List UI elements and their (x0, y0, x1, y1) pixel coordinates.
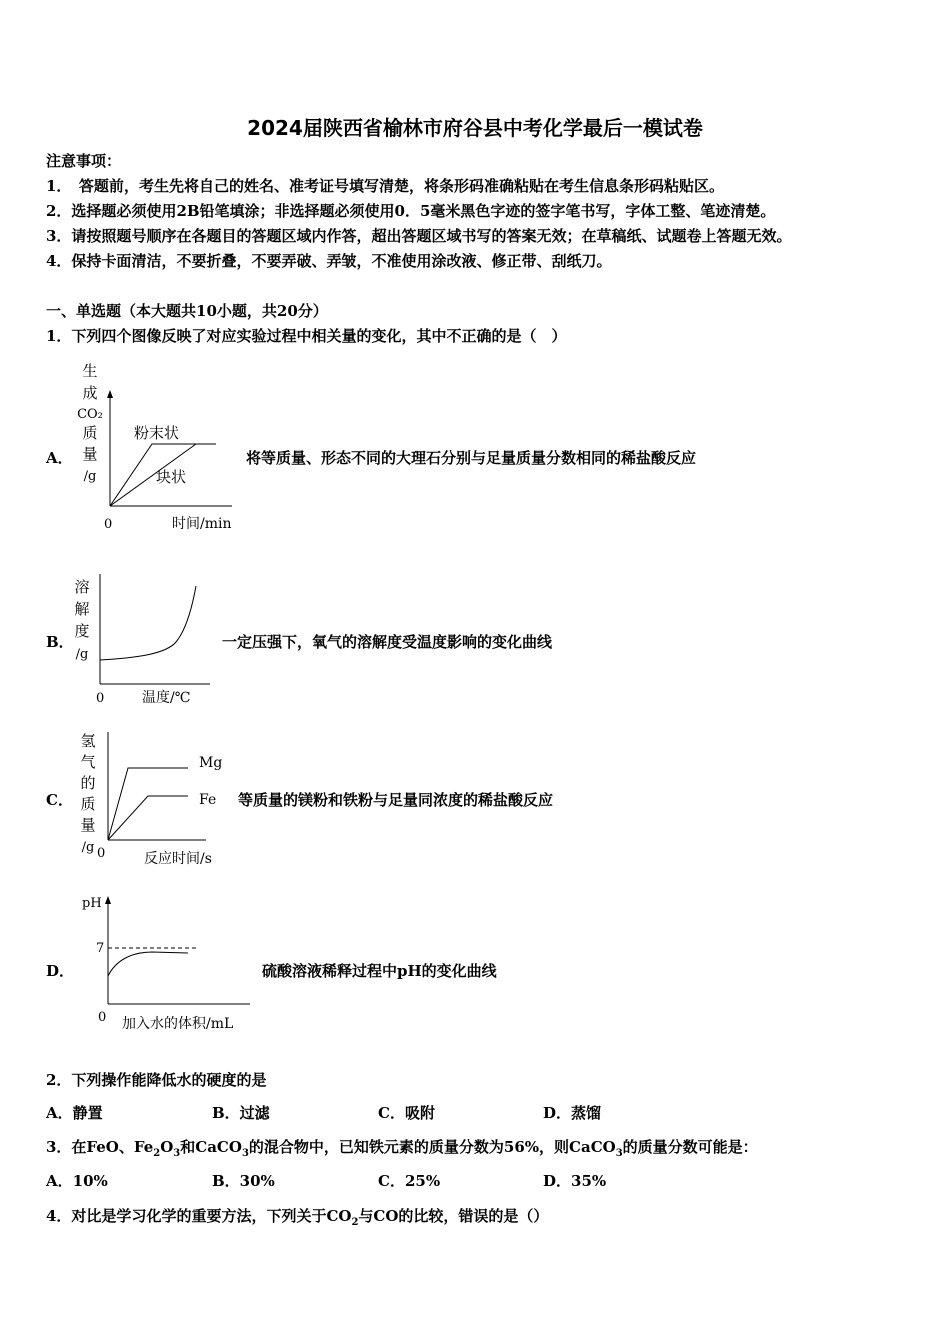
q2-option-b: B．过滤 (212, 1104, 270, 1122)
graph-d-curve (108, 952, 188, 976)
graph-d-origin: 0 (98, 1010, 107, 1025)
graph-d (80, 890, 256, 1034)
graph-c-ylabel-3: 的 (80, 774, 96, 792)
graph-c-curve-label-fe: Fe (199, 792, 217, 808)
graph-a-curve-label-powder: 粉末状 (134, 424, 180, 442)
question-2-stem: 2．下列操作能降低水的硬度的是 (46, 1071, 267, 1089)
graph-a-origin: 0 (104, 517, 113, 532)
q3-option-c: C．25% (378, 1172, 441, 1190)
q1-option-c-text: 等质量的镁粉和铁粉与足量同浓度的稀盐酸反应 (238, 791, 554, 809)
q3-option-d: D．35% (543, 1172, 607, 1190)
q2-option-d: D．蒸馏 (543, 1104, 602, 1122)
q3-option-b: B．30% (212, 1172, 275, 1190)
q3-sub-3: 3 (241, 1148, 249, 1159)
graph-b-ylabel-2: 解 (74, 600, 90, 618)
q2-option-c: C．吸附 (378, 1104, 435, 1122)
graph-c-curve-fe (108, 796, 188, 840)
graph-a-ylabel-1: 生 (82, 362, 98, 380)
graph-a-ylabel-3: CO₂ (77, 407, 103, 422)
graph-c-ylabel-6: /g (81, 840, 95, 855)
graph-a-ylabel-2: 成 (82, 384, 98, 402)
graph-b-ylabel-3: 度 (74, 622, 90, 640)
graph-c-origin: 0 (97, 846, 106, 861)
q3-stem-part-4: 的混合物中，已知铁元素的质量分数为56%，则CaCO (248, 1138, 616, 1156)
graph-b (66, 572, 216, 710)
q2-option-a: A．静置 (46, 1104, 103, 1122)
question-3-stem (46, 1138, 758, 1163)
graph-c-curve-label-mg: Mg (199, 755, 223, 771)
graph-b-xlabel: 温度/℃ (142, 690, 191, 706)
q1-option-b-label: B． (46, 633, 74, 651)
graph-b-origin: 0 (96, 691, 105, 706)
graph-b-curve (100, 586, 196, 660)
graph-c-ylabel-2: 气 (80, 753, 96, 771)
graph-d-xlabel: 加入水的体积/mL (122, 1016, 234, 1032)
notice-item-4: 4．保持卡面清洁，不要折叠，不要弄破、弄皱，不准使用涂改液、修正带、刮纸刀。 (46, 252, 612, 270)
q1-option-d-text: 硫酸溶液稀释过程中pH的变化曲线 (262, 962, 497, 980)
graph-d-ylabel: pH (82, 896, 102, 911)
graph-b-ylabel-4: /g (75, 647, 89, 662)
graph-a-ylabel-5: 量 (82, 445, 98, 463)
q1-option-a-label: A． (46, 449, 73, 467)
graph-a-ylabel-4: 质 (82, 424, 98, 442)
q3-stem-part-1: 3．在FeO、Fe (46, 1138, 154, 1156)
q3-stem-part-3: 和CaCO (180, 1138, 242, 1156)
q4-sub-1: 2 (351, 1217, 359, 1228)
q3-stem-part-2: O (160, 1138, 174, 1156)
graph-d-y-arrow (105, 896, 111, 904)
graph-c-ylabel-4: 质 (80, 795, 96, 813)
graph-b-ylabel-1: 溶 (74, 578, 90, 596)
notice-item-3: 3．请按照题号顺序在各题目的答题区域内作答，超出答题区域书写的答案无效；在草稿纸、试题卷上答题无效。 (46, 227, 792, 245)
graph-a-curve-label-block: 块状 (156, 468, 187, 486)
notice-item-2: 2．选择题必须使用2B铅笔填涂；非选择题必须使用0．5毫米黑色字迹的签字笔书写，字体工整、笔迹清楚。 (46, 202, 776, 220)
notice-item-1: 1． 答题前，考生先将自己的姓名、准考证号填写清楚，将条形码准确粘贴在考生信息条形码粘贴区。 (46, 177, 724, 195)
q3-sub-2: 3 (173, 1148, 181, 1159)
graph-a (68, 358, 248, 538)
q1-option-b-text: 一定压强下，氧气的溶解度受温度影响的变化曲线 (222, 633, 553, 651)
q1-option-a-text: 将等质量、形态不同的大理石分别与足量质量分数相同的稀盐酸反应 (246, 449, 697, 467)
q3-sub-1: 2 (153, 1148, 161, 1159)
q4-stem-part-2: 与CO的比较，错误的是（） (358, 1207, 549, 1225)
q1-option-c-label: C． (46, 791, 73, 809)
page-title: 2024届陕西省榆林市府谷县中考化学最后一模试卷 (247, 116, 703, 140)
graph-c-xlabel: 反应时间/s (144, 851, 212, 867)
q3-sub-4: 3 (615, 1148, 623, 1159)
q4-stem-part-1: 4．对比是学习化学的重要方法，下列关于CO (46, 1207, 352, 1225)
q3-stem-part-5: 的质量分数可能是： (622, 1138, 758, 1156)
graph-c-curve-mg (108, 768, 188, 840)
graph-c-ylabel-1: 氢 (80, 732, 96, 750)
section-heading: 一、单选题（本大题共10小题，共20分） (46, 302, 328, 320)
graph-c (72, 730, 232, 870)
graph-a-ylabel-6: /g (83, 469, 97, 484)
graph-a-xlabel: 时间/min (172, 516, 232, 532)
q1-option-d-label: D． (46, 962, 75, 980)
notice-heading: 注意事项： (46, 152, 122, 170)
graph-c-ylabel-5: 量 (80, 816, 96, 834)
question-4-stem (46, 1207, 548, 1232)
graph-d-tick-7: 7 (96, 941, 105, 956)
question-1-stem: 1．下列四个图像反映了对应实验过程中相关量的变化，其中不正确的是（ ） (46, 327, 567, 345)
q3-option-a: A．10% (46, 1172, 108, 1190)
graph-a-y-arrow (107, 390, 113, 398)
